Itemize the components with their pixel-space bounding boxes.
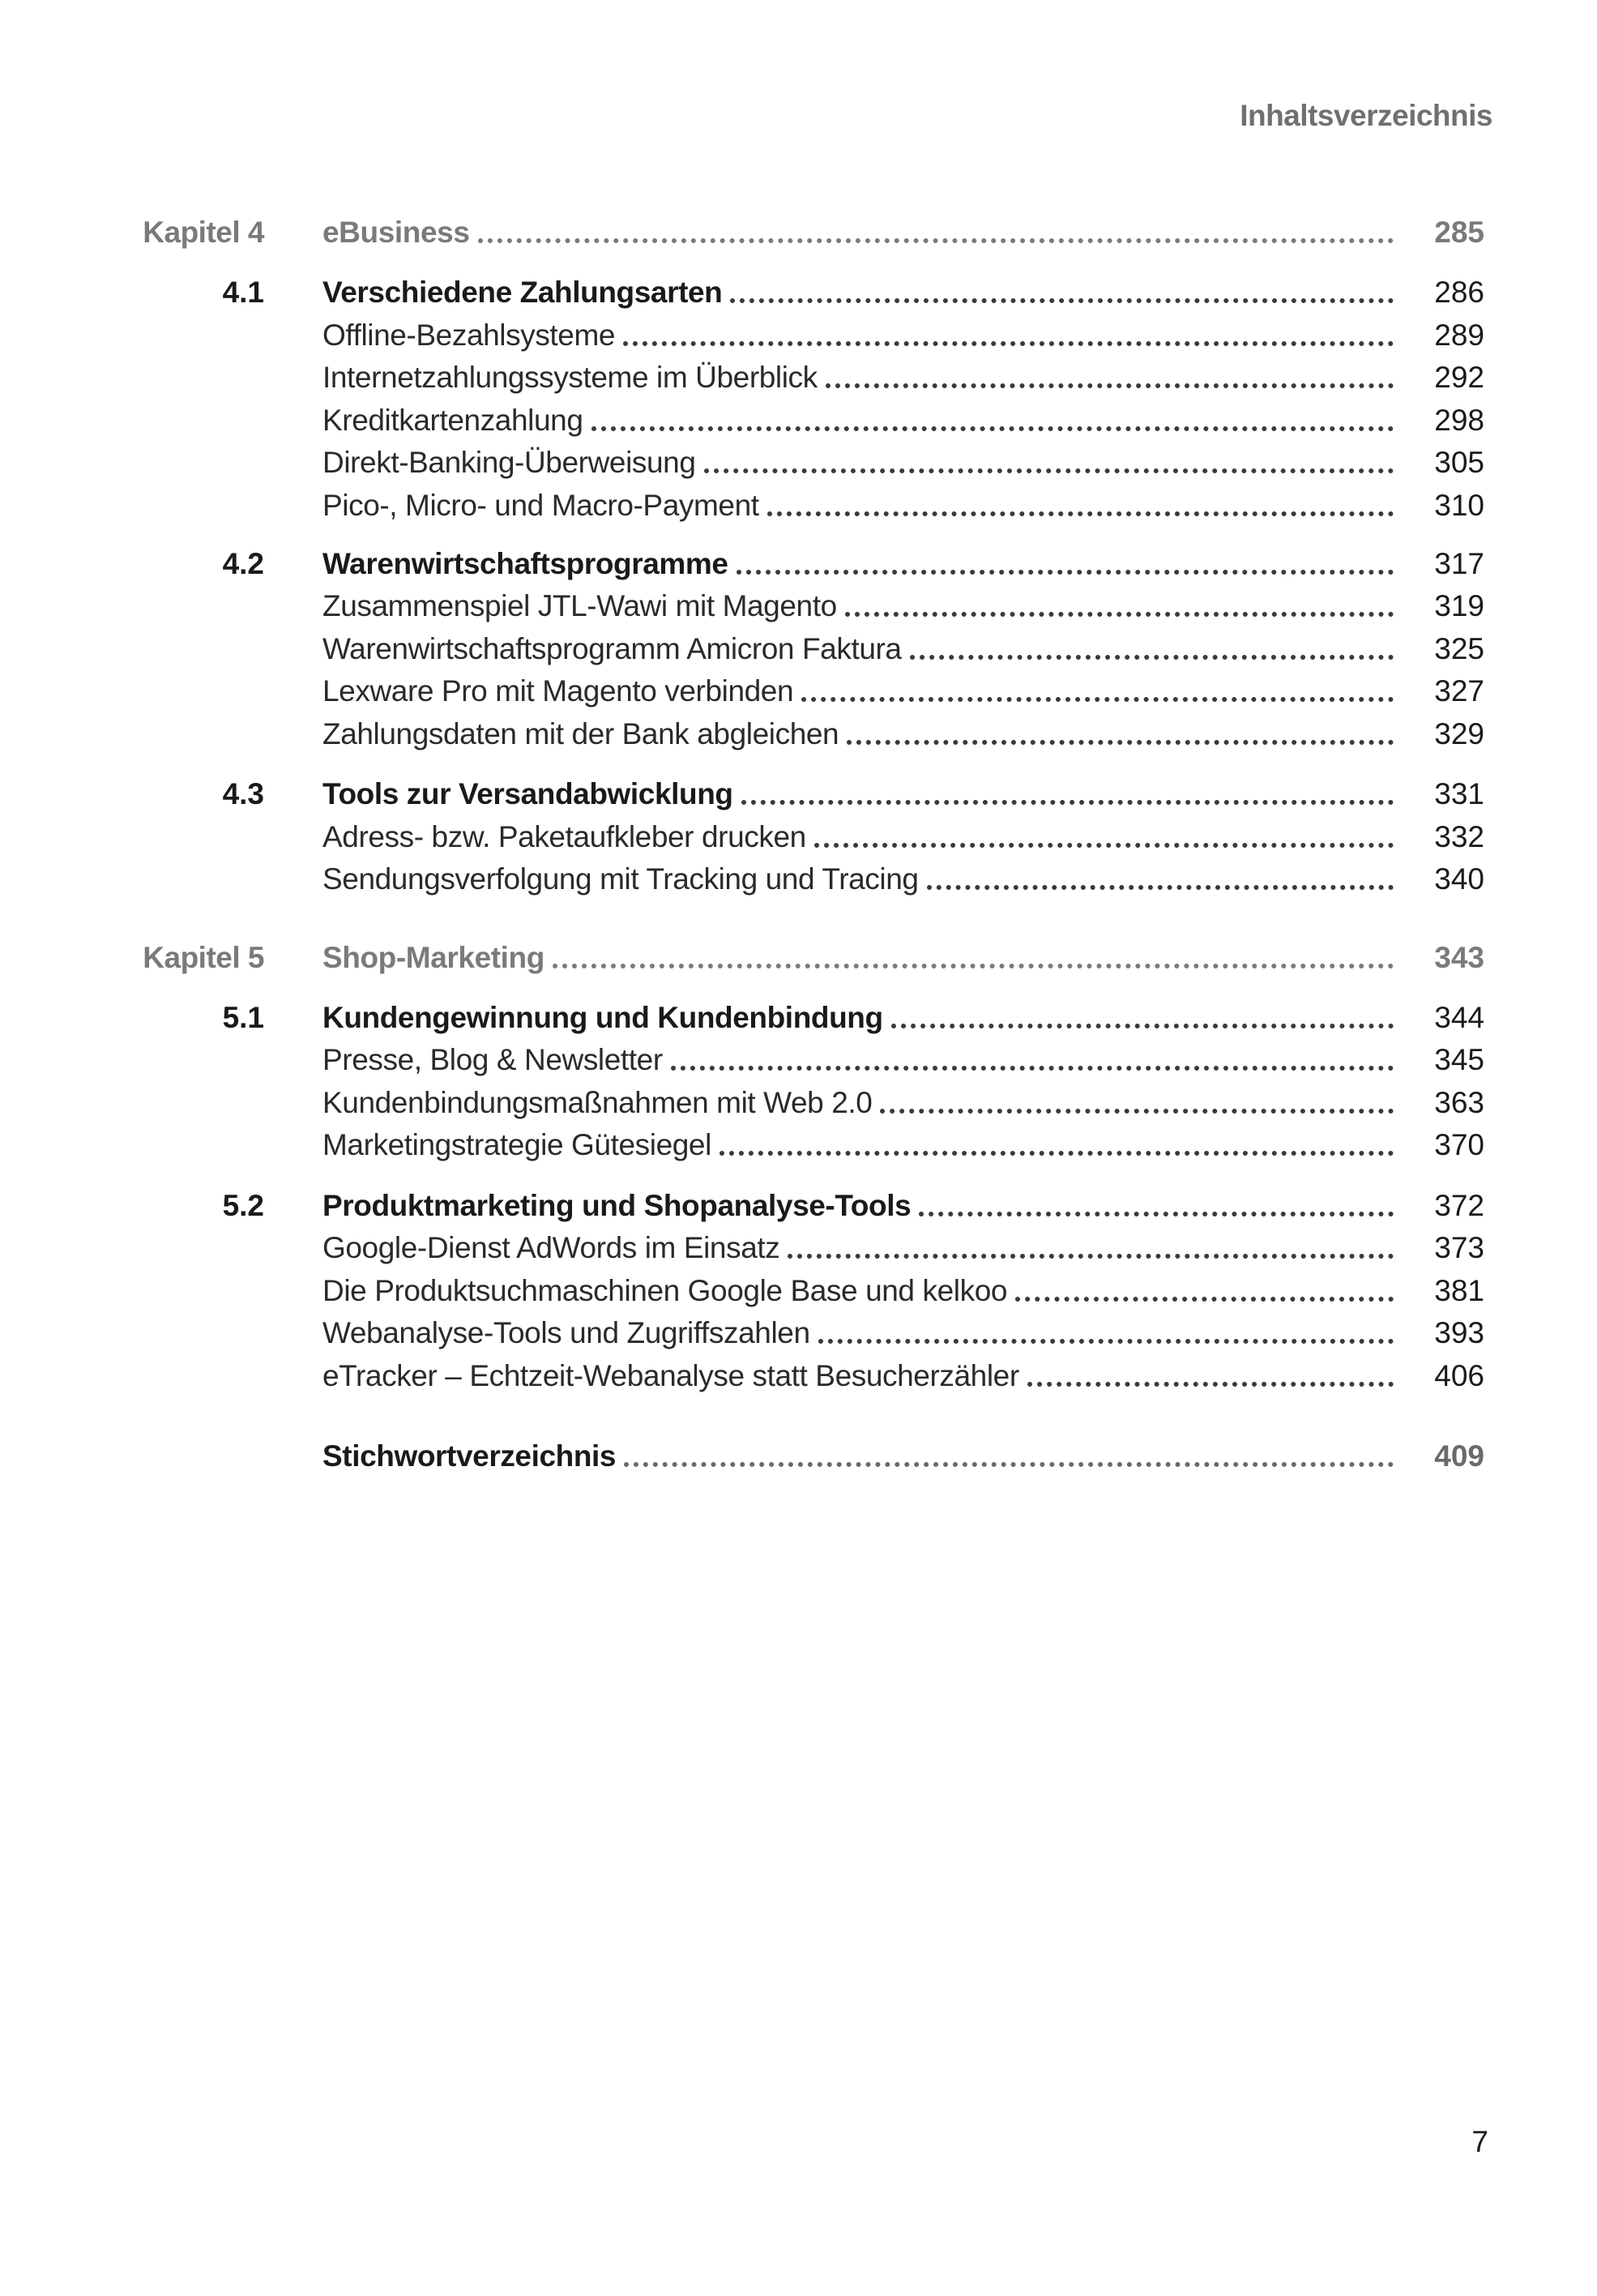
entry-page-number: 292	[1434, 361, 1484, 394]
toc-entry-section[interactable]	[0, 1187, 1597, 1228]
toc-entry-sub[interactable]	[0, 1229, 1597, 1270]
dot-leader	[880, 1080, 1394, 1114]
entry-title: Lexware Pro mit Magento verbinden	[322, 674, 794, 708]
entry-title: Direkt-Banking-Überweisung	[322, 446, 696, 479]
entry-title: Kundenbindungsmaßnahmen mit Web 2.0	[322, 1086, 873, 1119]
section-number: 5.2	[222, 1189, 264, 1222]
entry-title: Google-Dienst AdWords im Einsatz	[322, 1231, 780, 1264]
entry-title: Verschiedene Zahlungsarten	[322, 276, 723, 309]
dot-leader	[624, 1433, 1394, 1467]
toc-entry-line	[322, 274, 1484, 314]
toc-entry-line	[322, 1229, 1484, 1270]
entry-title: Stichwortverzeichnis	[322, 1439, 617, 1473]
toc-entry-sub[interactable]	[0, 359, 1597, 400]
toc-entry-sub[interactable]	[0, 861, 1597, 901]
entry-title: Shop-Marketing	[322, 941, 544, 974]
entry-page-number: 345	[1434, 1043, 1484, 1076]
entry-page-number: 331	[1434, 777, 1484, 810]
dot-leader	[591, 397, 1394, 431]
toc-entry-line	[322, 716, 1484, 756]
dot-leader	[847, 711, 1394, 745]
toc-entry-line	[322, 444, 1484, 485]
toc-entry-sub[interactable]	[0, 1041, 1597, 1082]
dot-leader	[553, 934, 1394, 968]
toc-entry-sub[interactable]	[0, 317, 1597, 357]
toc-entry-line	[322, 673, 1484, 713]
dot-leader	[478, 209, 1394, 243]
toc-entry-line	[322, 359, 1484, 400]
page-number: 7	[1471, 2125, 1488, 2158]
toc-entry-sub[interactable]	[0, 1084, 1597, 1125]
chapter-number: Kapitel 5	[143, 941, 264, 974]
entry-title: Offline-Bezahlsysteme	[322, 319, 616, 352]
entry-title: Die Produktsuchmaschinen Google Base und kelkoo	[322, 1274, 1008, 1307]
entry-title: Warenwirtschaftsprogramm Amicron Faktura	[322, 632, 902, 665]
toc-entry-line	[322, 776, 1484, 816]
toc-entry-sub[interactable]	[0, 1272, 1597, 1313]
dot-leader	[737, 541, 1394, 575]
entry-title: Internetzahlungssysteme im Überblick	[322, 361, 818, 394]
toc-entry-line	[322, 819, 1484, 859]
toc-entry-sub[interactable]	[0, 487, 1597, 528]
dot-leader	[1027, 1353, 1394, 1387]
entry-page-number: 363	[1434, 1086, 1484, 1119]
toc-entry-section[interactable]	[0, 999, 1597, 1040]
toc-entry-line	[322, 214, 1484, 254]
toc-entry-sub[interactable]	[0, 402, 1597, 443]
entry-page-number: 340	[1434, 862, 1484, 896]
toc-entry-line	[322, 1315, 1484, 1355]
toc-entry-sub[interactable]	[0, 1315, 1597, 1355]
dot-leader	[818, 1310, 1394, 1344]
toc-entry-line	[322, 1127, 1484, 1167]
chapter-number: Kapitel 4	[143, 216, 264, 249]
entry-title: Sendungsverfolgung mit Tracking und Tracing	[322, 862, 919, 896]
entry-page-number: 327	[1434, 674, 1484, 708]
dot-leader	[845, 583, 1394, 617]
dot-leader	[741, 771, 1394, 805]
entry-page-number: 406	[1434, 1359, 1484, 1392]
toc-entry-section[interactable]	[0, 545, 1597, 586]
dot-leader	[1015, 1268, 1394, 1302]
entry-title: eBusiness	[322, 216, 470, 249]
toc-entry-line	[322, 861, 1484, 901]
toc-entry-section[interactable]	[0, 776, 1597, 816]
entry-page-number: 310	[1434, 489, 1484, 522]
toc-entry-line	[322, 939, 1484, 980]
entry-title: Warenwirtschaftsprogramme	[322, 547, 728, 580]
toc-entry-sub[interactable]	[0, 444, 1597, 485]
dot-leader	[910, 626, 1394, 660]
entry-page-number: 373	[1434, 1231, 1484, 1264]
section-number: 4.1	[222, 276, 264, 309]
dot-leader	[919, 1182, 1394, 1216]
entry-page-number: 381	[1434, 1274, 1484, 1307]
entry-page-number: 370	[1434, 1128, 1484, 1161]
entry-page-number: 319	[1434, 589, 1484, 622]
toc-entry-line	[322, 999, 1484, 1040]
entry-title: Adress- bzw. Paketaufkleber drucken	[322, 820, 806, 853]
dot-leader	[801, 668, 1394, 702]
toc-entry-sub[interactable]	[0, 673, 1597, 713]
toc-entry-sub[interactable]	[0, 716, 1597, 756]
entry-title: Produktmarketing und Shopanalyse-Tools	[322, 1189, 912, 1222]
toc-entry-line	[322, 1272, 1484, 1313]
dot-leader	[814, 814, 1394, 848]
toc-entry-line	[322, 545, 1484, 586]
toc-entry-index[interactable]	[0, 1438, 1597, 1478]
entry-page-number: 344	[1434, 1001, 1484, 1034]
entry-page-number: 285	[1434, 216, 1484, 249]
dot-leader	[767, 482, 1394, 516]
entry-page-number: 286	[1434, 276, 1484, 309]
toc-entry-line	[322, 402, 1484, 443]
entry-title: Pico-, Micro- und Macro-Payment	[322, 489, 759, 522]
toc-entry-line	[322, 588, 1484, 628]
entry-page-number: 343	[1434, 941, 1484, 974]
toc-entry-chapter[interactable]	[0, 214, 1597, 254]
entry-title: Presse, Blog & Newsletter	[322, 1043, 663, 1076]
toc-entry-sub[interactable]	[0, 819, 1597, 859]
entry-page-number: 409	[1434, 1439, 1484, 1473]
dot-leader	[788, 1225, 1394, 1259]
entry-title: Tools zur Versandabwicklung	[322, 777, 733, 810]
toc-entry-line	[322, 1438, 1484, 1478]
entry-title: Marketingstrategie Gütesiegel	[322, 1128, 711, 1161]
entry-page-number: 305	[1434, 446, 1484, 479]
dot-leader	[730, 269, 1394, 303]
entry-title: Webanalyse-Tools und Zugriffszahlen	[322, 1316, 810, 1349]
entry-title: Kreditkartenzahlung	[322, 404, 583, 437]
toc-entry-line	[322, 487, 1484, 528]
dot-leader	[927, 856, 1394, 890]
entry-page-number: 289	[1434, 319, 1484, 352]
entry-page-number: 393	[1434, 1316, 1484, 1349]
toc-entry-sub[interactable]	[0, 1127, 1597, 1167]
toc-entry-section[interactable]	[0, 274, 1597, 314]
section-number: 5.1	[222, 1001, 264, 1034]
dot-leader	[891, 994, 1394, 1028]
toc-entry-sub[interactable]	[0, 631, 1597, 671]
toc-entry-line	[322, 1041, 1484, 1082]
toc-entry-line	[322, 1358, 1484, 1398]
dot-leader	[826, 354, 1394, 388]
entry-title: Zusammenspiel JTL-Wawi mit Magento	[322, 589, 837, 622]
entry-page-number: 329	[1434, 717, 1484, 750]
toc-entry-line	[322, 1084, 1484, 1125]
toc-entry-line	[322, 1187, 1484, 1228]
dot-leader	[720, 1122, 1394, 1156]
entry-page-number: 298	[1434, 404, 1484, 437]
section-number: 4.3	[222, 777, 264, 810]
entry-title: Zahlungsdaten mit der Bank abgleichen	[322, 717, 839, 750]
section-number: 4.2	[222, 547, 264, 580]
dot-leader	[704, 439, 1394, 473]
entry-page-number: 325	[1434, 632, 1484, 665]
toc-entry-line	[322, 631, 1484, 671]
toc-entry-chapter[interactable]	[0, 939, 1597, 980]
entry-page-number: 332	[1434, 820, 1484, 853]
entry-page-number: 317	[1434, 547, 1484, 580]
entry-title: Kundengewinnung und Kundenbindung	[322, 1001, 883, 1034]
toc-entry-sub[interactable]	[0, 588, 1597, 628]
dot-leader	[623, 312, 1394, 346]
dot-leader	[671, 1037, 1394, 1071]
toc-entry-line	[322, 317, 1484, 357]
entry-title: eTracker – Echtzeit-Webanalyse statt Besucherzähler	[322, 1359, 1019, 1392]
toc-entry-sub[interactable]	[0, 1358, 1597, 1398]
running-head: Inhaltsverzeichnis	[1240, 99, 1492, 132]
entry-page-number: 372	[1434, 1189, 1484, 1222]
